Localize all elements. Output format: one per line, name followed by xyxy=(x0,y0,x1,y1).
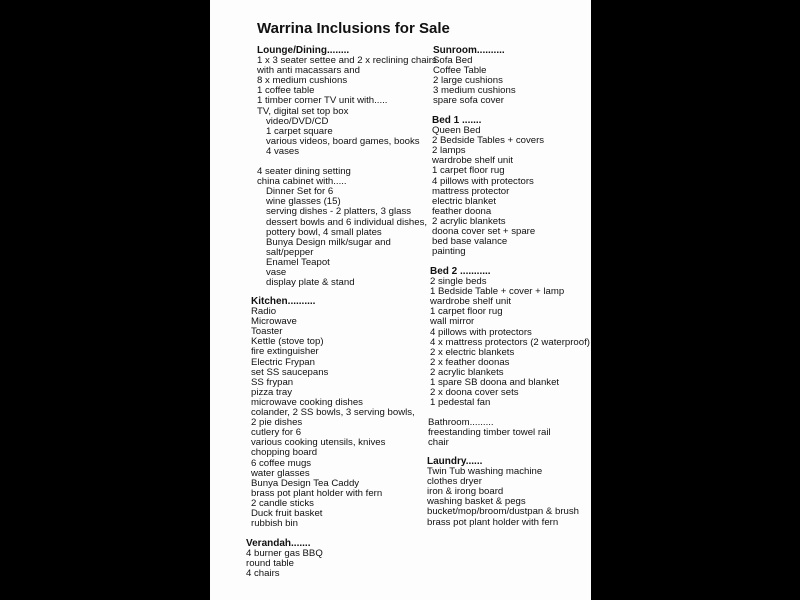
list-item: vase xyxy=(266,266,287,278)
list-item: Queen Bed xyxy=(432,125,481,137)
list-item: bucket/mop/broom/dustpan & brush xyxy=(427,506,579,518)
list-item: Bunya Design milk/sugar and xyxy=(266,236,391,248)
list-item: 2 x doona cover sets xyxy=(430,387,519,399)
section-heading-plain: Bathroom......... xyxy=(428,417,494,428)
section-heading: Sunroom.......... xyxy=(433,45,505,56)
list-item: Kettle (stove top) xyxy=(251,336,324,348)
document-title: Warrina Inclusions for Sale xyxy=(257,20,450,37)
list-item: 4 burner gas BBQ xyxy=(246,548,323,560)
list-item: 2 acrylic blankets xyxy=(432,215,506,227)
list-item: spare sofa cover xyxy=(433,95,504,107)
document-page xyxy=(210,0,591,600)
section-heading: Lounge/Dining........ xyxy=(257,45,350,56)
item-list xyxy=(257,167,437,288)
list-item: 6 coffee mugs xyxy=(251,457,312,469)
list-item: 1 pedestal fan xyxy=(430,397,491,409)
list-item: Dinner Set for 6 xyxy=(266,186,334,198)
list-item: 4 vases xyxy=(266,145,300,157)
list-item: feather doona xyxy=(432,205,492,217)
section-heading: Laundry...... xyxy=(427,456,483,467)
list-item: Twin Tub washing machine xyxy=(427,466,543,478)
list-item: 2 large cushions xyxy=(433,75,503,87)
list-item: brass pot plant holder with fern xyxy=(251,487,383,499)
list-item: colander, 2 SS bowls, 3 serving bowls, xyxy=(251,407,415,419)
list-item: wardrobe shelf unit xyxy=(430,296,512,308)
item-list xyxy=(246,549,323,579)
section-heading: Verandah....... xyxy=(246,538,311,549)
list-item: fire extinguisher xyxy=(251,346,319,358)
list-item: video/DVD/CD xyxy=(266,115,329,127)
list-item: water glasses xyxy=(251,467,310,479)
list-item: 2 pie dishes xyxy=(251,417,303,429)
list-item: SS frypan xyxy=(251,376,294,388)
list-item: various cooking utensils, knives xyxy=(251,437,386,449)
list-item: 2 Bedside Tables + covers xyxy=(432,135,545,147)
list-item: round table xyxy=(246,558,295,570)
section-heading: Bed 1 ....... xyxy=(432,115,482,126)
list-item: Duck fruit basket xyxy=(251,507,323,519)
list-item: Electric Frypan xyxy=(251,356,315,368)
list-item: 2 lamps xyxy=(432,145,466,157)
list-item: display plate & stand xyxy=(266,277,355,289)
list-item: Coffee Table xyxy=(433,65,487,77)
section-bathroom xyxy=(428,418,551,448)
item-list xyxy=(427,467,579,528)
section-heading: Kitchen.......... xyxy=(251,296,316,307)
list-item: wardrobe shelf unit xyxy=(432,155,514,167)
item-list xyxy=(432,126,544,257)
list-item: chopping board xyxy=(251,447,318,459)
list-item: freestanding timber towel rail xyxy=(428,427,551,439)
list-item: bed base valance xyxy=(432,236,508,248)
list-item: 2 single beds xyxy=(430,276,487,288)
list-item: salt/pepper xyxy=(266,246,314,258)
item-list xyxy=(428,428,551,448)
list-item: china cabinet with..... xyxy=(257,176,347,188)
list-item: 2 candle sticks xyxy=(251,497,314,509)
section-bed-2 xyxy=(430,267,590,408)
list-item: 4 x mattress protectors (2 waterproof) xyxy=(430,336,590,348)
list-item: Bunya Design Tea Caddy xyxy=(251,477,360,489)
list-item: electric blanket xyxy=(432,195,496,207)
list-item: with anti macassars and xyxy=(257,65,360,77)
list-item: various videos, board games, books xyxy=(266,135,420,147)
list-item: microwave cooking dishes xyxy=(251,396,363,408)
list-item: 2 acrylic blankets xyxy=(430,366,504,378)
list-item: 4 seater dining setting xyxy=(257,166,351,178)
list-item: 1 coffee table xyxy=(257,85,315,97)
section-heading: Bed 2 ........... xyxy=(430,266,491,277)
list-item: serving dishes - 2 platters, 3 glass xyxy=(266,206,412,218)
list-item: doona cover set + spare xyxy=(432,226,536,238)
list-item: washing basket & pegs xyxy=(427,496,526,508)
list-item: iron & irong board xyxy=(427,486,504,498)
list-item: 1 x 3 seater settee and 2 x reclining chairs xyxy=(257,55,437,67)
list-item: pizza tray xyxy=(251,386,293,398)
list-item: 2 x feather doonas xyxy=(430,356,510,368)
list-item: 1 carpet floor rug xyxy=(432,165,505,177)
section-sunroom xyxy=(433,46,516,107)
list-item: 2 x electric blankets xyxy=(430,346,515,358)
list-item: rubbish bin xyxy=(251,518,298,530)
list-item: 3 medium cushions xyxy=(433,85,516,97)
list-item: painting xyxy=(432,246,466,258)
section-verandah xyxy=(246,539,323,579)
item-list xyxy=(257,56,437,157)
list-item: Radio xyxy=(251,306,277,318)
list-item: Enamel Teapot xyxy=(266,256,330,268)
item-list xyxy=(251,307,415,529)
item-list xyxy=(430,277,590,408)
list-item: clothes dryer xyxy=(427,476,482,488)
list-item: Sofa Bed xyxy=(433,55,473,67)
list-item: set SS saucepans xyxy=(251,366,329,378)
section-lounge-dining xyxy=(257,46,437,288)
section-laundry xyxy=(427,457,579,528)
section-bed-1 xyxy=(432,116,544,257)
list-item: 4 pillows with protectors xyxy=(430,326,532,338)
list-item: mattress protector xyxy=(432,185,510,197)
list-item: chair xyxy=(428,437,449,449)
list-item: brass pot plant holder with fern xyxy=(427,516,559,528)
list-item: 4 chairs xyxy=(246,568,280,580)
list-item: pottery bowl, 4 small plates xyxy=(266,226,382,238)
list-item: dessert bowls and 6 individual dishes, xyxy=(266,216,428,228)
list-item: 1 carpet floor rug xyxy=(430,306,503,318)
list-item: 1 timber corner TV unit with..... xyxy=(257,95,388,107)
item-list xyxy=(433,56,516,106)
list-item: 1 Bedside Table + cover + lamp xyxy=(430,286,565,298)
list-item: TV, digital set top box xyxy=(257,105,349,117)
list-item: 1 carpet square xyxy=(266,125,333,137)
list-item: wall mirror xyxy=(430,316,475,328)
list-item: 8 x medium cushions xyxy=(257,75,348,87)
list-item: Toaster xyxy=(251,326,283,338)
list-item: cutlery for 6 xyxy=(251,427,302,439)
list-item: Microwave xyxy=(251,316,297,328)
list-item: 1 spare SB doona and blanket xyxy=(430,377,560,389)
list-item: wine glasses (15) xyxy=(266,196,341,208)
section-kitchen xyxy=(251,297,415,529)
list-item: 4 pillows with protectors xyxy=(432,175,534,187)
